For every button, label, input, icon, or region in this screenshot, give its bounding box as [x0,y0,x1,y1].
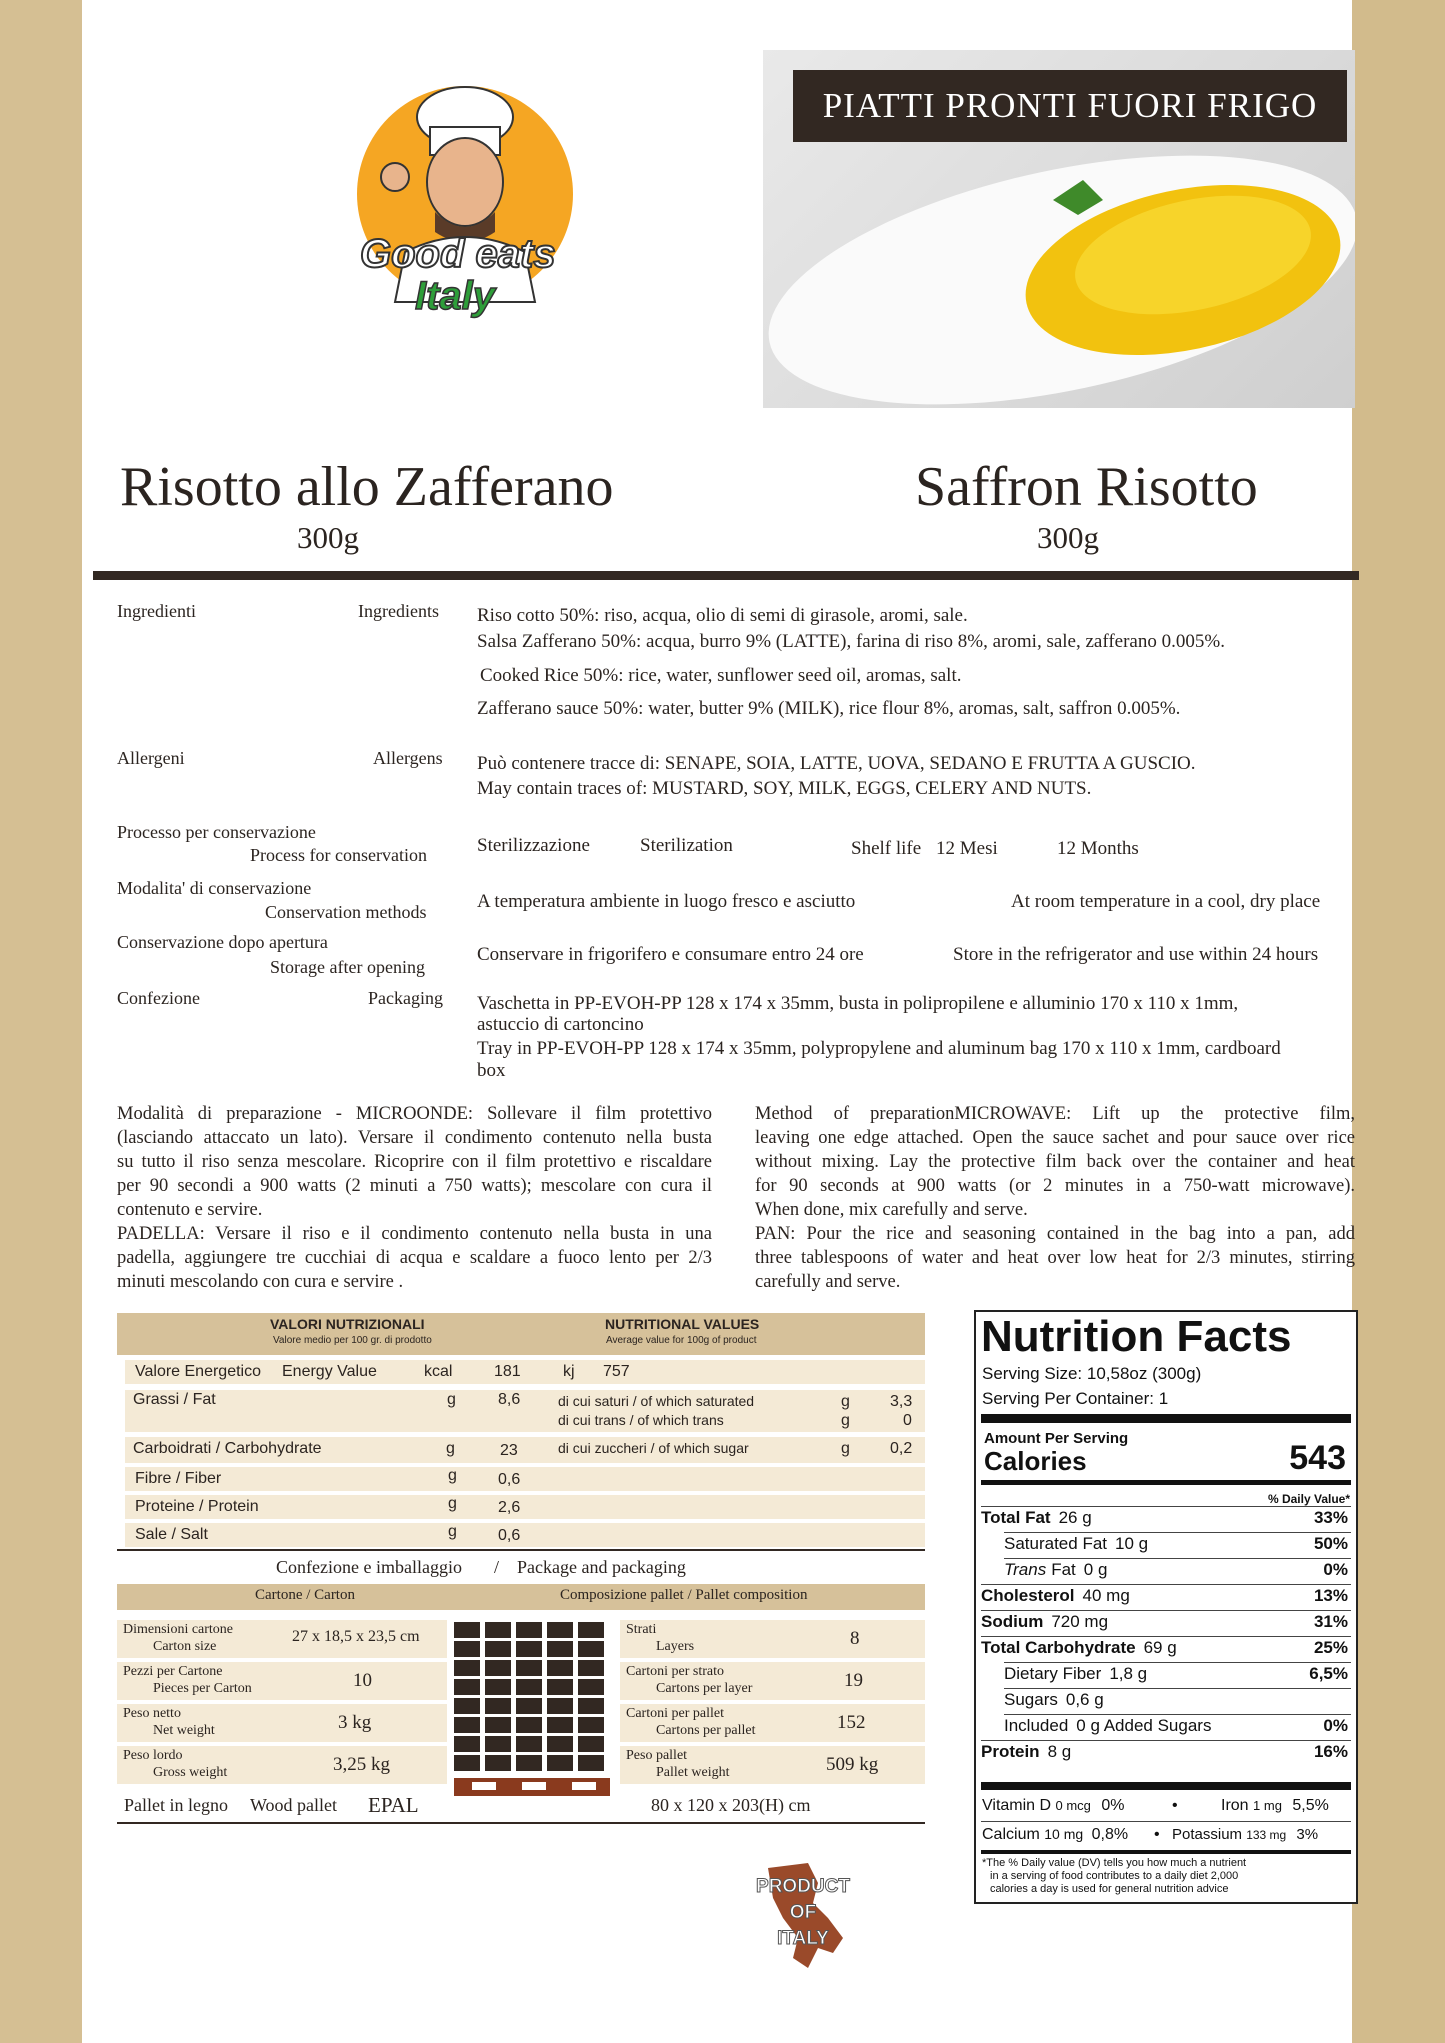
pallet-carton-block [516,1717,542,1733]
pallet-type: EPAL [368,1793,419,1817]
allergens-label-en: Allergens [373,748,443,768]
title-italian: Risotto allo Zafferano [120,456,614,518]
preparation-line: su tutto il riso senza mescolare. Ricoprire con il film protettivo e riscaldare [117,1152,712,1172]
facts-thick-rule-2 [981,1480,1351,1485]
pack-col-carton: Cartone / Carton [255,1587,355,1603]
vitamin-d-row [982,1797,1125,1815]
facts-row-divider [1004,1532,1351,1533]
pack-row-value: 8 [850,1628,860,1649]
pallet-carton-block [485,1755,511,1771]
allergens-label-it: Allergeni [117,748,185,768]
pack-row-label-it: Dimensioni cartone [123,1622,234,1637]
carbs-sugar-unit: g [841,1440,850,1457]
preparation-line: Method of preparationMICROWAVE: Lift up the protective film, [755,1104,1355,1124]
after-opening-label-en: Storage after opening [270,957,425,977]
carbs-sugar-label: di cui zuccheri / of which sugar [558,1440,749,1456]
iron-amount: 1 mg [1253,1798,1282,1813]
pack-row-label-it: Peso pallet [626,1748,688,1763]
fat-trans-value: 0 [903,1412,912,1429]
preparation-english [755,1102,1355,1294]
pallet-carton-block [578,1679,604,1695]
packaging-en-1: Tray in PP-EVOH-PP 128 x 174 x 35mm, polypropylene and aluminum bag 170 x 110 x 1mm, cardboard [477,1038,1281,1059]
pallet-carton-block [547,1679,573,1695]
energy-kj: 757 [603,1363,630,1380]
pack-title-sep: / [494,1557,500,1577]
packaging-it-2: astuccio di cartoncino [477,1014,644,1035]
facts-row-label: Total Carbohydrate [981,1638,1136,1657]
pallet-carton-block [454,1698,480,1714]
preparation-line: for 90 seconds at 900 watts (or 2 minutes in a 750-watt microwave). [755,1176,1355,1196]
pack-row-label-it: Cartoni per strato [626,1664,724,1679]
facts-thick-rule-4 [981,1850,1351,1854]
weight-italian: 300g [297,520,359,555]
fat-unit: g [447,1391,456,1408]
iron-label: Iron [1221,1797,1249,1814]
pallet-label-en: Wood pallet [250,1795,338,1815]
nutrition-table-header [117,1313,925,1355]
facts-servings: Serving Per Container: 1 [982,1389,1169,1408]
facts-row-divider [1004,1714,1351,1715]
potassium-row [1172,1826,1318,1843]
packaging-label-en: Packaging [368,988,443,1008]
fibre-label: Fibre / Fiber [135,1470,222,1487]
preparation-line: carefully and serve. [755,1272,901,1292]
fat-row [125,1390,925,1432]
shelf-life-it: 12 Mesi [936,838,998,859]
pallet-carton-block [547,1717,573,1733]
process-label-it: Processo per conservazione [117,822,316,842]
facts-calories-value: 543 [1289,1439,1346,1477]
facts-row-dv: 16% [1313,1742,1348,1761]
facts-row-dv: 33% [1313,1508,1348,1527]
pack-row-label-en: Cartons per pallet [656,1723,756,1738]
pallet-carton-block [485,1736,511,1752]
facts-row-label: Included [1004,1716,1069,1735]
fat-label: Grassi / Fat [133,1391,216,1408]
pallet-slot [572,1782,596,1790]
pallet-carton-block [516,1622,542,1638]
facts-row-label: Cholesterol [981,1586,1075,1605]
pallet-carton-block [454,1717,480,1733]
pallet-carton-block [547,1698,573,1714]
facts-title: Nutrition Facts [981,1312,1292,1361]
pack-row-label-en: Gross weight [153,1765,228,1780]
pallet-slot [472,1782,496,1790]
weight-english: 300g [1037,520,1099,555]
after-opening-label-it: Conservazione dopo apertura [117,932,328,952]
bullet-1: • [1172,1797,1178,1814]
facts-row [981,1612,1108,1632]
pallet-carton-block [516,1660,542,1676]
calcium-row [982,1826,1128,1844]
pallet-carton-block [485,1717,511,1733]
pallet-carton-block [578,1641,604,1657]
nutrition-table-bottom-rule [117,1549,925,1551]
facts-row-divider [981,1506,1351,1507]
after-opening-it: Conservare in frigorifero e consumare entro 24 ore [477,944,864,965]
logo-text-good-eats: Good eats [360,232,556,276]
energy-it: Valore Energetico [135,1363,261,1380]
facts-row-amount: 0,6 g [1065,1690,1104,1709]
ingredients-label-en: Ingredients [358,601,439,621]
footnote-line-3: calories a day is used for general nutrition advice [990,1883,1229,1895]
pallet-carton-block [547,1660,573,1676]
iron-row [1221,1797,1329,1815]
facts-row-divider [981,1610,1351,1611]
pack-title-it: Confezione e imballaggio [276,1557,462,1577]
carbs-label: Carboidrati / Carbohydrate [133,1440,322,1457]
pallet-carton-block [578,1736,604,1752]
fibre-unit: g [448,1467,457,1484]
preparation-line: without mixing. Lay the protective film back over the container and heat [755,1152,1355,1172]
fat-value: 8,6 [498,1391,521,1408]
facts-row [1004,1560,1107,1580]
facts-row-amount: 69 g [1143,1638,1177,1657]
shelf-life-en: 12 Months [1057,838,1139,859]
stamp-text-1: PRODUCT [756,1876,850,1897]
iron-dv: 5,5% [1292,1797,1329,1814]
pack-row-value: 509 kg [826,1754,879,1775]
pallet-carton-block [516,1641,542,1657]
pack-row-label-en: Cartons per layer [656,1681,753,1696]
process-en: Sterilization [640,835,733,856]
ingredients-label-it: Ingredienti [117,601,196,621]
preparation-italian [117,1102,712,1294]
pack-row-label-en: Layers [656,1639,695,1654]
facts-row-label: Sugars [1004,1690,1058,1709]
facts-row-label: Protein [981,1742,1040,1761]
pallet-carton-block [578,1755,604,1771]
potassium-amount: 133 mg [1246,1828,1287,1842]
fibre-value: 0,6 [498,1471,521,1488]
facts-row-dv: 25% [1313,1638,1348,1657]
stamp-text-3: ITALY [777,1928,829,1949]
pack-table-bottom-rule [117,1822,925,1824]
pack-col-pallet: Composizione pallet / Pallet composition [560,1587,808,1603]
pack-row-label-en: Net weight [153,1723,215,1738]
methods-label-it: Modalita' di conservazione [117,878,312,898]
protein-unit: g [448,1495,457,1512]
pallet-carton-block [454,1622,480,1638]
facts-row-label: Dietary Fiber [1004,1664,1102,1683]
pallet-carton-block [485,1622,511,1638]
preparation-line: PAN: Pour the rice and seasoning contained in the bag into a pan, add [755,1224,1355,1244]
nutrition-sub-en: Average value for 100g of product [606,1335,757,1346]
facts-row [981,1742,1071,1762]
ingredients-line-4: Zafferano sauce 50%: water, butter 9% (MILK), rice flour 8%, aromas, salt, saffron 0.005%. [477,698,1181,719]
pack-title-en: Package and packaging [517,1557,686,1577]
pack-row-value: 27 x 18,5 x 23,5 cm [292,1628,420,1645]
salt-label: Sale / Salt [135,1526,208,1543]
facts-row-amount: 720 mg [1051,1612,1109,1631]
facts-row-amount: 0 g [1083,1560,1108,1579]
pallet-carton-block [547,1641,573,1657]
salt-row [125,1523,925,1547]
ingredients-line-1: Riso cotto 50%: riso, acqua, olio di semi di girasole, aromi, sale. [477,605,968,626]
facts-serving-size: Serving Size: 10,58oz (300g) [982,1364,1202,1383]
preparation-line: per 90 secondi a 900 watts (2 minuti a 750 watts); mescolare con cura il [117,1176,712,1196]
energy-unit-kcal: kcal [424,1363,453,1380]
packaging-label-it: Confezione [117,988,200,1008]
energy-unit-kj: kj [563,1363,575,1380]
salt-unit: g [448,1523,457,1540]
fat-trans-label: di cui trans / of which trans [558,1412,724,1428]
facts-row [981,1586,1130,1606]
pallet-carton-block [516,1698,542,1714]
facts-row-divider [1004,1662,1351,1663]
process-label-en: Process for conservation [250,845,427,865]
ingredients-line-2: Salsa Zafferano 50%: acqua, burro 9% (LATTE), farina di riso 8%, aromi, sale, zafferano 0.005%. [477,631,1225,652]
product-of-italy-stamp [748,1858,858,1978]
pallet-slot [522,1782,546,1790]
pallet-carton-block [454,1660,480,1676]
banner-title: PIATTI PRONTI FUORI FRIGO [793,70,1347,142]
facts-row [981,1638,1177,1658]
shelf-life-label: Shelf life [851,838,922,859]
facts-amount: Amount Per Serving [984,1430,1129,1447]
energy-en: Energy Value [282,1363,377,1380]
after-opening-en: Store in the refrigerator and use within 24 hours [953,944,1319,965]
fat-saturated-value: 3,3 [890,1393,913,1410]
calcium-dv: 0,8% [1091,1826,1129,1843]
pallet-label-it: Pallet in legno [124,1795,228,1815]
facts-row-amount: 1,8 g [1109,1664,1148,1683]
preparation-line: padella, aggiungere tre cucchiai di acqua e scaldare a fuoco lento per 2/3 [117,1248,712,1268]
packaging-en-2: box [477,1060,506,1081]
fat-trans-unit: g [841,1412,850,1429]
fat-saturated-label: di cui saturi / of which saturated [558,1393,755,1409]
pallet-carton-block [485,1660,511,1676]
facts-row-label: Saturated Fat [1004,1534,1108,1553]
facts-row-dv: 6,5% [1309,1664,1348,1683]
fat-saturated-unit: g [841,1393,850,1410]
fibre-row [125,1467,925,1491]
calcium-label: Calcium [982,1826,1040,1843]
pallet-carton-block [578,1622,604,1638]
facts-row-label-2: Fat [1051,1560,1076,1579]
facts-thick-rule-3 [981,1782,1351,1790]
pallet-carton-block [578,1698,604,1714]
pack-row-label-en: Carton size [153,1639,217,1654]
facts-row-dv: 13% [1313,1586,1348,1605]
preparation-line: PADELLA: Versare il riso e il condimento contenuto nella busta in una [117,1224,712,1244]
pack-row-label-it: Pezzi per Cartone [123,1664,223,1679]
pallet-carton-block [454,1679,480,1695]
pallet-dimensions: 80 x 120 x 203(H) cm [651,1795,811,1815]
pallet-carton-block [454,1641,480,1657]
pallet-carton-block [516,1736,542,1752]
vitamin-d-dv: 0% [1101,1797,1125,1814]
facts-row-dv: 31% [1313,1612,1348,1631]
preparation-line: three tablespoons of water and heat over low heat for 2/3 minutes, stirring [755,1248,1355,1268]
pallet-carton-block [485,1641,511,1657]
pallet-carton-block [547,1736,573,1752]
facts-footnote [982,1857,1348,1896]
pack-row-value: 3 kg [338,1712,372,1733]
carbs-value: 23 [500,1442,518,1459]
pack-row-label-it: Peso lordo [123,1748,183,1763]
carbs-unit: g [446,1440,455,1457]
facts-row-dv: 50% [1313,1534,1348,1553]
methods-it: A temperatura ambiente in luogo fresco e asciutto [477,891,856,912]
vitamin-d-label: Vitamin D [982,1797,1052,1814]
potassium-label: Potassium [1172,1826,1243,1843]
pallet-carton-block [485,1698,511,1714]
allergens-line-1: Può contenere tracce di: SENAPE, SOIA, LATTE, UOVA, SEDANO E FRUTTA A GUSCIO. [477,753,1196,774]
pallet-carton-block [547,1622,573,1638]
pallet-carton-block [485,1679,511,1695]
preparation-line: (lasciando attaccato un lato). Versare il condimento contenuto nella busta [117,1128,712,1148]
pack-row-label-it: Peso netto [123,1706,181,1721]
protein-label: Proteine / Protein [135,1498,259,1515]
potassium-dv: 3% [1296,1826,1319,1843]
vitamin-d-amount: 0 mcg [1055,1798,1091,1813]
facts-row-divider [981,1584,1351,1585]
pack-row-label-en: Pieces per Carton [153,1681,252,1696]
facts-row-divider [981,1740,1351,1741]
pallet-carton-block [578,1717,604,1733]
preparation-line: Modalità di preparazione - MICROONDE: Sollevare il film protettivo [117,1104,712,1124]
brand-logo [355,82,575,332]
nutrition-facts-panel [974,1310,1358,1904]
facts-row [1004,1690,1104,1710]
protein-value: 2,6 [498,1499,521,1516]
preparation-line: leaving one edge attached. Open the sauce sachet and pour sauce over rice [755,1128,1355,1148]
facts-row-amount: 10 g [1115,1534,1149,1553]
facts-row-label: Trans [1004,1560,1047,1579]
facts-row-amount: 0 g Added Sugars [1076,1716,1212,1735]
nutrition-head-it: VALORI NUTRIZIONALI [270,1316,425,1332]
facts-row-divider [981,1636,1351,1637]
preparation-line: contenuto e servire. [117,1200,263,1220]
title-divider [93,571,1359,580]
energy-kcal: 181 [494,1363,521,1380]
nutrition-sub-it: Valore medio per 100 gr. di prodotto [273,1335,432,1346]
logo-text-italy: Italy [415,274,496,318]
stamp-text-2: OF [789,1902,817,1923]
facts-row [1004,1664,1147,1684]
preparation-line: minuti mescolando con cura e servire . [117,1272,404,1292]
process-it: Sterilizzazione [477,835,590,856]
facts-row-divider [1004,1688,1351,1689]
facts-thick-rule-1 [981,1414,1351,1423]
hero-photo [763,50,1355,408]
methods-label-en: Conservation methods [265,902,427,922]
facts-row-amount: 8 g [1047,1742,1072,1761]
allergens-line-2: May contain traces of: MUSTARD, SOY, MILK, EGGS, CELERY AND NUTS. [477,778,1092,799]
pallet-carton-block [516,1679,542,1695]
pack-row-label-it: Cartoni per pallet [626,1706,724,1721]
preparation-line: When done, mix carefully and serve. [755,1200,1028,1220]
pack-row-value: 3,25 kg [333,1754,390,1775]
facts-row-dv: 0% [1323,1716,1348,1735]
pack-row-value: 19 [844,1670,863,1691]
facts-dv-head: % Daily Value* [1267,1492,1350,1506]
pallet-carton-block [454,1755,480,1771]
facts-row [981,1508,1092,1528]
title-english: Saffron Risotto [915,456,1258,518]
pallet-diagram [452,1620,612,1798]
facts-row-label: Sodium [981,1612,1044,1631]
pallet-carton-block [547,1755,573,1771]
pack-row-value: 10 [353,1670,372,1691]
ingredients-line-3: Cooked Rice 50%: rice, water, sunflower seed oil, aromas, salt. [480,665,962,686]
facts-row-divider [1004,1558,1351,1559]
pallet-carton-block [454,1736,480,1752]
footnote-line-2: in a serving of food contributes to a daily diet 2,000 [990,1870,1239,1882]
packaging-it-1: Vaschetta in PP-EVOH-PP 128 x 174 x 35mm, busta in polipropilene e alluminio 170 x 110 x 1mm, [477,993,1239,1014]
facts-row-amount: 26 g [1058,1508,1092,1527]
facts-row-label: Total Fat [981,1508,1051,1527]
methods-en: At room temperature in a cool, dry place [1011,891,1321,912]
salt-value: 0,6 [498,1527,521,1544]
facts-row [1004,1716,1211,1736]
facts-calories-label: Calories [984,1446,1087,1476]
facts-row-amount: 40 mg [1082,1586,1130,1605]
carbs-sugar-value: 0,2 [890,1440,913,1457]
pack-row-label-en: Pallet weight [656,1765,730,1780]
pallet-carton-block [578,1660,604,1676]
facts-row [1004,1534,1148,1554]
pallet-carton-block [516,1755,542,1771]
pack-row-value: 152 [837,1712,866,1733]
footnote-line-1: *The % Daily value (DV) tells you how much a nutrient [982,1857,1247,1869]
pack-row-label-it: Strati [626,1622,657,1637]
nutrition-head-en: NUTRITIONAL VALUES [605,1316,760,1332]
calcium-amount: 10 mg [1044,1826,1084,1842]
facts-line-vitamins [981,1821,1351,1822]
bullet-2: • [1154,1826,1160,1843]
facts-row-dv: 0% [1323,1560,1348,1579]
